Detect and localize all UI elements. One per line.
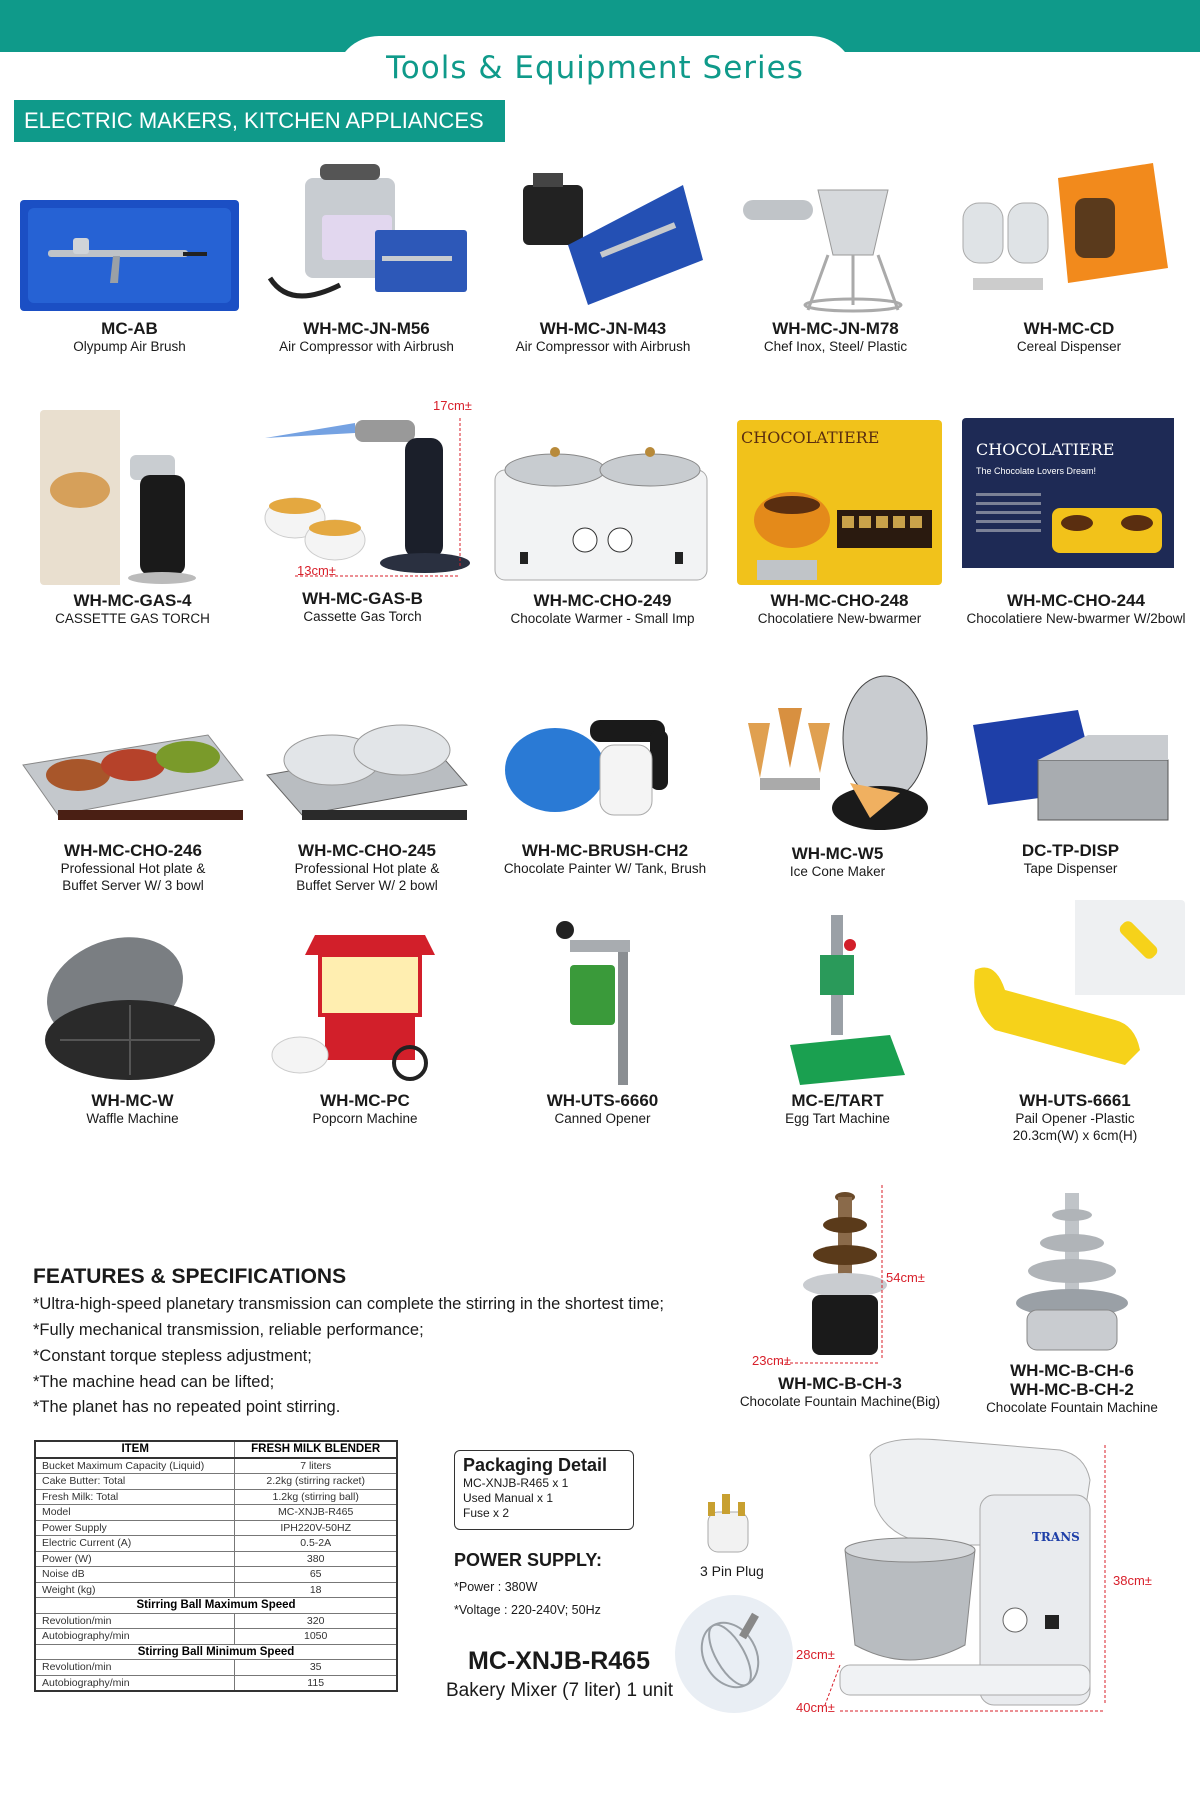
spec-key: Cake Butter: Total xyxy=(35,1474,235,1490)
product-desc: Cereal Dispenser xyxy=(1016,339,1122,354)
product-desc-line2: Buffet Server W/ 3 bowl xyxy=(62,878,204,893)
waffle-machine-photo xyxy=(20,930,245,1085)
product-wh-mc-jn-m43 xyxy=(488,155,718,355)
spec-value: 320 xyxy=(235,1613,397,1629)
spec-key: Autobiography/min xyxy=(35,1675,235,1691)
product-wh-mc-w xyxy=(20,930,245,1127)
product-desc: Professional Hot plate & xyxy=(60,861,206,876)
product-dc-tp-disp xyxy=(968,695,1173,877)
product-desc: Egg Tart Machine xyxy=(785,1111,890,1126)
spec-row xyxy=(35,1551,397,1567)
product-wh-mc-jn-m56 xyxy=(250,160,483,355)
spec-subheader: Stirring Ball Maximum Speed xyxy=(35,1598,397,1614)
feature-line: *The machine head can be lifted; xyxy=(33,1373,275,1391)
chocolate-fountain-photo xyxy=(972,1185,1172,1355)
spec-key: Power (W) xyxy=(35,1551,235,1567)
product-code: WH-UTS-6661 xyxy=(1019,1091,1131,1110)
buffet-server-2-photo xyxy=(252,705,482,835)
product-desc: Chocolatiere New-bwarmer W/2bowl xyxy=(966,611,1186,626)
dimension-width-label: 13cm± xyxy=(297,563,336,578)
product-wh-mc-cho-246 xyxy=(18,700,248,894)
section-label: ELECTRIC MAKERS, KITCHEN APPLIANCES xyxy=(14,100,505,142)
product-code: WH-MC-B-CH-6 xyxy=(1010,1361,1134,1380)
product-code: WH-MC-PC xyxy=(320,1091,410,1110)
product-code: WH-MC-B-CH-3 xyxy=(778,1374,902,1393)
product-desc: Cassette Gas Torch xyxy=(303,609,422,624)
packaging-title: Packaging Detail xyxy=(463,1455,608,1475)
product-desc: Professional Hot plate & xyxy=(294,861,440,876)
spec-value: 7 liters xyxy=(235,1458,397,1474)
power-supply-title: POWER SUPPLY: xyxy=(454,1550,603,1570)
product-desc: Chocolatiere New-bwarmer xyxy=(757,611,922,626)
spec-col-blender: FRESH MILK BLENDER xyxy=(235,1441,397,1458)
spec-header-row xyxy=(35,1441,397,1458)
spec-value: 35 xyxy=(235,1660,397,1676)
product-wh-mc-jn-m78 xyxy=(723,160,948,355)
popcorn-machine-photo xyxy=(265,925,465,1085)
product-wh-mc-cho-248 xyxy=(737,420,942,627)
product-desc: Air Compressor with Airbrush xyxy=(515,339,691,354)
can-opener-photo xyxy=(510,920,695,1085)
page-title: Tools & Equipment Series xyxy=(386,50,804,86)
product-desc: Tape Dispenser xyxy=(1023,861,1118,876)
spec-subheader: Stirring Ball Minimum Speed xyxy=(35,1644,397,1660)
spec-row xyxy=(35,1489,397,1505)
product-desc: Chef Inox, Steel/ Plastic xyxy=(763,339,908,354)
product-wh-mc-cho-244 xyxy=(962,418,1190,627)
packaging-line: Fuse x 2 xyxy=(463,1506,510,1520)
product-wh-mc-pc xyxy=(265,925,465,1127)
product-code: DC-TP-DISP xyxy=(1021,841,1120,860)
dimension-height-label: 38cm± xyxy=(1113,1573,1152,1588)
spec-value: 380 xyxy=(235,1551,397,1567)
spec-row xyxy=(35,1660,397,1676)
chocolate-warmer-photo xyxy=(490,440,715,585)
voltage-value: *Voltage : 220-240V; 50Hz xyxy=(454,1603,601,1617)
feature-line: *The planet has no repeated point stirring. xyxy=(33,1398,341,1416)
spec-value: 18 xyxy=(235,1582,397,1598)
spec-value: 1.2kg (stirring ball) xyxy=(235,1489,397,1505)
product-code: WH-MC-JN-M78 xyxy=(772,319,899,338)
packaging-line: Used Manual x 1 xyxy=(463,1491,554,1505)
spec-key: Weight (kg) xyxy=(35,1582,235,1598)
product-code: WH-MC-CHO-249 xyxy=(533,591,672,610)
spec-col-item: ITEM xyxy=(35,1441,235,1458)
product-wh-mc-gas-b xyxy=(255,398,470,625)
product-wh-mc-b-ch-6 xyxy=(972,1185,1172,1416)
spec-row xyxy=(35,1629,397,1645)
pail-opener-photo xyxy=(965,900,1185,1085)
spec-value: IPH220V-50HZ xyxy=(235,1520,397,1536)
product-wh-uts-6660 xyxy=(510,920,695,1127)
packaging-line: MC-XNJB-R465 x 1 xyxy=(463,1476,569,1490)
product-desc: Chocolate Painter W/ Tank, Brush xyxy=(503,861,707,876)
egg-tart-machine-photo xyxy=(745,915,930,1085)
buffet-server-3-photo xyxy=(18,700,248,835)
product-code: WH-UTS-6660 xyxy=(546,1091,659,1110)
spec-row xyxy=(35,1613,397,1629)
dimension-height-label: 17cm± xyxy=(433,398,472,413)
whisk-photo xyxy=(675,1595,793,1713)
product-desc: Chocolate Warmer - Small Imp xyxy=(510,611,695,626)
mixer-model: MC-XNJB-R465 xyxy=(468,1647,650,1675)
product-code: WH-MC-W xyxy=(91,1091,174,1110)
product-desc-line2: Buffet Server W/ 2 bowl xyxy=(296,878,438,893)
plug-photo xyxy=(698,1492,758,1558)
box-print-text: CHOCOLATIERE xyxy=(976,440,1115,459)
plug-label: 3 Pin Plug xyxy=(700,1563,764,1579)
spec-value: 0.5-2A xyxy=(235,1536,397,1552)
ice-cone-maker-photo xyxy=(740,668,935,838)
product-desc: Ice Cone Maker xyxy=(789,864,886,879)
product-wh-mc-w5 xyxy=(740,668,935,880)
product-wh-uts-6661 xyxy=(965,900,1185,1144)
dimension-depth-label: 28cm± xyxy=(796,1647,835,1662)
product-code: WH-MC-CHO-245 xyxy=(298,841,436,860)
power-value: *Power : 380W xyxy=(454,1580,538,1594)
spec-key: Revolution/min xyxy=(35,1613,235,1629)
spec-value: 65 xyxy=(235,1567,397,1583)
product-desc: Pail Opener -Plastic xyxy=(1015,1111,1135,1126)
product-desc: Popcorn Machine xyxy=(312,1111,418,1126)
air-compressor-photo xyxy=(250,160,483,313)
product-code: WH-MC-CHO-246 xyxy=(64,841,202,860)
feature-line: *Constant torque stepless adjustment; xyxy=(33,1347,312,1365)
product-wh-mc-brush-ch2 xyxy=(500,670,710,877)
mixer-brand-label: TRANS xyxy=(1032,1530,1080,1544)
spec-row xyxy=(35,1458,397,1474)
spec-key: Noise dB xyxy=(35,1567,235,1583)
spec-row xyxy=(35,1536,397,1552)
features-heading: FEATURES & SPECIFICATIONS xyxy=(33,1265,347,1288)
product-code: MC-AB xyxy=(101,319,158,338)
product-desc: Canned Opener xyxy=(554,1111,651,1126)
spec-key: Bucket Maximum Capacity (Liquid) xyxy=(35,1458,235,1474)
mixer-photo xyxy=(796,1435,1152,1715)
product-code: WH-MC-W5 xyxy=(791,844,884,863)
spec-row xyxy=(35,1520,397,1536)
product-code: WH-MC-GAS-B xyxy=(302,589,423,608)
product-desc: Chocolate Fountain Machine(Big) xyxy=(739,1394,941,1409)
spec-row xyxy=(35,1474,397,1490)
spec-key: Revolution/min xyxy=(35,1660,235,1676)
spec-key: Electric Current (A) xyxy=(35,1536,235,1552)
product-code: WH-MC-CD xyxy=(1023,319,1115,338)
product-desc-line2: 20.3cm(W) x 6cm(H) xyxy=(1012,1128,1138,1143)
product-desc: CASSETTE GAS TORCH xyxy=(55,611,210,626)
box-print-text: CHOCOLATIERE xyxy=(741,428,880,447)
product-wh-mc-cho-245 xyxy=(252,705,482,894)
spec-subheader-min xyxy=(35,1644,397,1660)
product-desc: Chocolate Fountain Machine xyxy=(986,1400,1158,1415)
packaging-box xyxy=(454,1450,634,1530)
product-code: MC-E/TART xyxy=(791,1091,884,1110)
dimension-height-label: 54cm± xyxy=(886,1270,925,1285)
product-wh-mc-cd xyxy=(953,158,1185,355)
spec-key: Autobiography/min xyxy=(35,1629,235,1645)
spec-table xyxy=(34,1440,398,1692)
dimension-width-label: 40cm± xyxy=(796,1700,835,1715)
spec-value: MC-XNJB-R465 xyxy=(235,1505,397,1521)
compressor-airbrush-photo xyxy=(488,155,718,313)
tape-dispenser-photo xyxy=(968,695,1173,835)
product-code: WH-MC-JN-M43 xyxy=(539,319,667,338)
chocolate-painter-photo xyxy=(500,670,710,835)
chocolate-fountain-big-photo xyxy=(730,1185,950,1368)
chocolatiere-2bowl-box-photo xyxy=(962,418,1190,585)
dimension-width-label: 23cm± xyxy=(752,1353,791,1368)
product-desc: Olypump Air Brush xyxy=(73,339,186,354)
product-mc-e-tart xyxy=(745,915,930,1127)
spec-key: Power Supply xyxy=(35,1520,235,1536)
mixer-desc: Bakery Mixer (7 liter) 1 unit xyxy=(445,1680,673,1701)
product-code: WH-MC-BRUSH-CH2 xyxy=(521,841,689,860)
product-code: WH-MC-GAS-4 xyxy=(73,591,192,610)
spec-subheader-max xyxy=(35,1598,397,1614)
product-code: WH-MC-CHO-248 xyxy=(770,591,909,610)
product-code-2: WH-MC-B-CH-2 xyxy=(1010,1380,1134,1399)
cereal-dispenser-photo xyxy=(953,158,1185,313)
product-code: WH-MC-CHO-244 xyxy=(1007,591,1145,610)
product-wh-mc-cho-249 xyxy=(490,440,715,627)
product-code: WH-MC-JN-M56 xyxy=(303,319,430,338)
gas-torch-box-photo xyxy=(40,410,225,585)
product-desc: Waffle Machine xyxy=(86,1111,179,1126)
spec-row xyxy=(35,1567,397,1583)
spec-row xyxy=(35,1505,397,1521)
airbrush-case-photo xyxy=(18,198,241,313)
feature-line: *Fully mechanical transmission, reliable performance; xyxy=(33,1321,424,1339)
box-print-subtext: The Chocolate Lovers Dream! xyxy=(976,466,1097,476)
product-wh-mc-gas-4 xyxy=(40,410,225,627)
chocolatiere-box-photo xyxy=(737,420,942,585)
spec-row xyxy=(35,1582,397,1598)
spec-row xyxy=(35,1675,397,1691)
spec-key: Fresh Milk: Total xyxy=(35,1489,235,1505)
batter-dispenser-photo xyxy=(723,160,948,313)
product-mc-ab xyxy=(18,198,241,355)
feature-line: *Ultra-high-speed planetary transmission can complete the stirring in the shortest time; xyxy=(33,1295,664,1313)
product-desc: Air Compressor with Airbrush xyxy=(279,339,454,354)
spec-value: 1050 xyxy=(235,1629,397,1645)
spec-key: Model xyxy=(35,1505,235,1521)
product-wh-mc-b-ch-3 xyxy=(730,1185,950,1410)
spec-value: 115 xyxy=(235,1675,397,1691)
cassette-torch-photo xyxy=(255,398,470,583)
spec-value: 2.2kg (stirring racket) xyxy=(235,1474,397,1490)
